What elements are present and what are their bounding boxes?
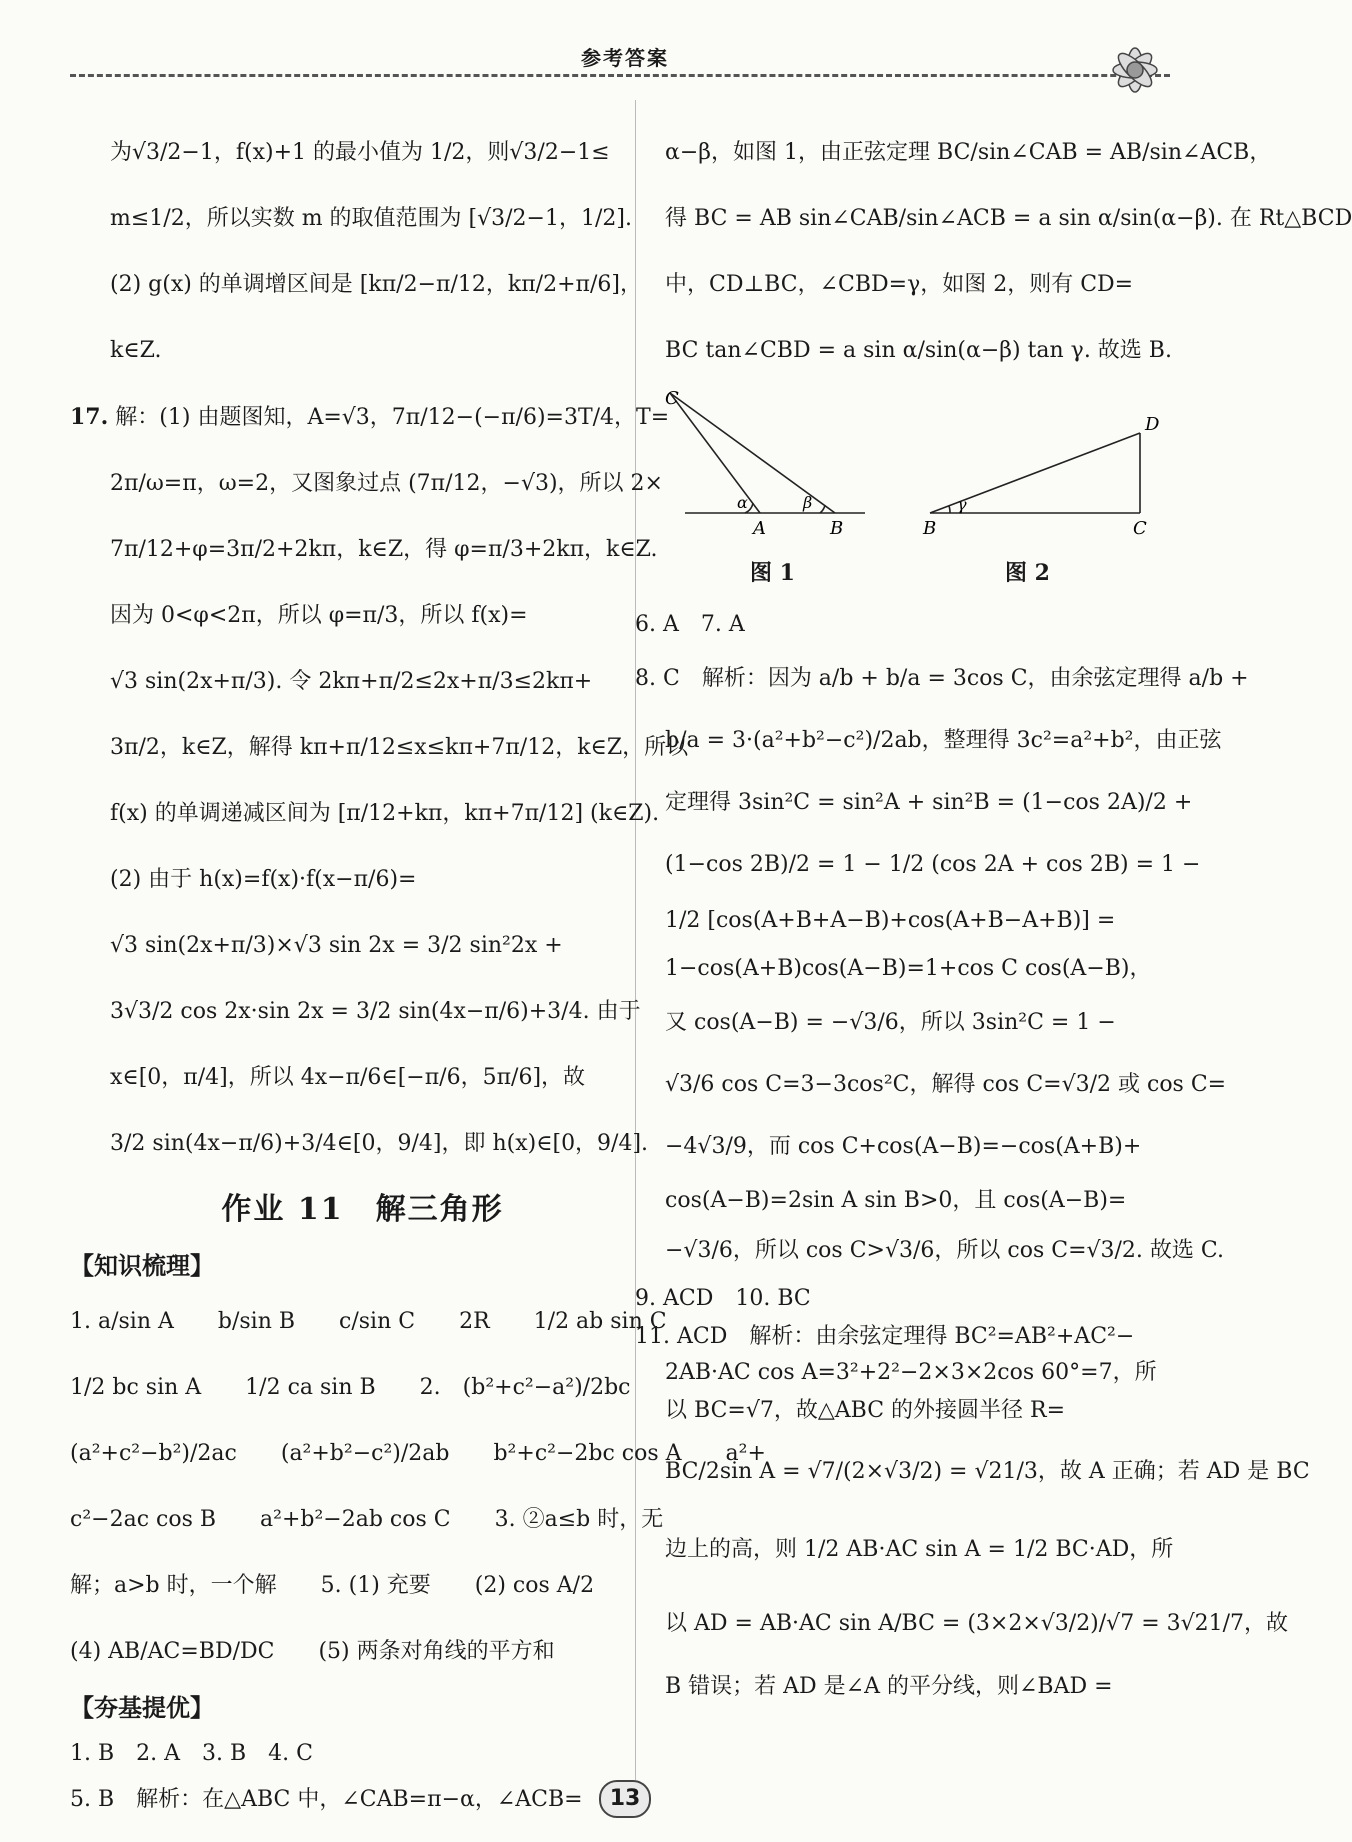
text-line: 6. A 7. A bbox=[635, 612, 745, 637]
text-line: 9. ACD 10. BC bbox=[635, 1286, 811, 1311]
page-number-badge: 13 bbox=[599, 1780, 651, 1818]
figures bbox=[665, 388, 1185, 598]
text-line: 以 AD = AB·AC sin A/BC = (3×2×√3/2)/√7 = 3√21/7，故 bbox=[665, 1611, 1289, 1636]
label-gamma: γ bbox=[957, 495, 967, 514]
figure-2-caption: 图 2 bbox=[1005, 560, 1050, 586]
text-line: 定理得 3sin²C = sin²A + sin²B = (1−cos 2A)/2 + bbox=[665, 790, 1193, 815]
text-line: 又 cos(A−B) = −√3/6，所以 3sin²C = 1 − bbox=[665, 1010, 1116, 1035]
label-b: B bbox=[830, 518, 844, 539]
text-line: 7π/12+φ=3π/2+2kπ，k∈Z，得 φ=π/3+2kπ，k∈Z. bbox=[110, 537, 658, 562]
text-line: (2) 由于 h(x)=f(x)·f(x−π/6)= bbox=[110, 867, 417, 892]
text-line: 1/2 bc sin A 1/2 ca sin B 2. (b²+c²−a²)/2bc bbox=[70, 1375, 631, 1400]
text-line: √3 sin(2x+π/3). 令 2kπ+π/2≤2x+π/3≤2kπ+ bbox=[110, 669, 593, 694]
text-line: k∈Z. bbox=[110, 338, 162, 363]
label-d: D bbox=[1145, 414, 1160, 435]
text-line: α−β，如图 1，由正弦定理 BC/sin∠CAB = AB/sin∠ACB， bbox=[665, 140, 1272, 165]
question-17 bbox=[70, 384, 670, 451]
text-line: 解；a>b 时，一个解 5. (1) 充要 (2) cos A/2 bbox=[70, 1573, 595, 1598]
basics-title: 【夯基提优】 bbox=[70, 1693, 214, 1722]
text-line: B 错误；若 AD 是∠A 的平分线，则∠BAD = bbox=[665, 1674, 1113, 1699]
label-c: C bbox=[665, 388, 679, 409]
flower-decoration-icon bbox=[1095, 30, 1175, 110]
text-line: (4) AB/AC=BD/DC (5) 两条对角线的平方和 bbox=[70, 1639, 555, 1664]
text-line: cos(A−B)=2sin A sin B>0，且 cos(A−B)= bbox=[665, 1188, 1127, 1213]
text-line: 3√3/2 cos 2x·sin 2x = 3/2 sin(4x−π/6)+3/4. 由于 bbox=[110, 999, 641, 1024]
text-line: 中，CD⊥BC，∠CBD=γ，如图 2，则有 CD= bbox=[665, 272, 1134, 297]
text-line: 以 BC=√7，故△ABC 的外接圆半径 R= bbox=[665, 1398, 1066, 1423]
text-line: 1−cos(A+B)cos(A−B)=1+cos C cos(A−B)， bbox=[665, 956, 1152, 981]
text-line: 1. B 2. A 3. B 4. C bbox=[70, 1741, 313, 1766]
label-c2: C bbox=[1133, 518, 1147, 539]
figure-1 bbox=[670, 393, 865, 513]
label-a: A bbox=[753, 518, 766, 539]
section-title: 作业 11 解三角形 bbox=[221, 1192, 504, 1227]
text-line: m≤1/2，所以实数 m 的取值范围为 [√3/2−1，1/2]. bbox=[110, 206, 632, 231]
text-line: −√3/6，所以 cos C>√3/6，所以 cos C=√3/2. 故选 C. bbox=[665, 1238, 1224, 1263]
text-line: BC/2sin A = √7/(2×√3/2) = √21/3，故 A 正确；若 AD 是 BC bbox=[665, 1459, 1310, 1484]
triangle-figures bbox=[665, 388, 1185, 558]
text-line: 2AB·AC cos A=3²+2²−2×3×2cos 60°=7，所 bbox=[665, 1360, 1157, 1385]
figure-1-caption: 图 1 bbox=[750, 560, 795, 586]
text-line: 边上的高，则 1/2 AB·AC sin A = 1/2 BC·AD，所 bbox=[665, 1537, 1174, 1562]
text-line: 2π/ω=π，ω=2，又图象过点 (7π/12，−√3)，所以 2× bbox=[110, 471, 663, 496]
text-line: 为√3/2−1，f(x)+1 的最小值为 1/2，则√3/2−1≤ bbox=[110, 140, 610, 165]
text-line: f(x) 的单调递减区间为 [π/12+kπ，kπ+7π/12] (k∈Z). bbox=[110, 801, 660, 826]
page-header bbox=[0, 0, 1250, 90]
header-rule bbox=[70, 74, 1170, 77]
text-line: 1/2 [cos(A+B+A−B)+cos(A+B−A+B)] = bbox=[665, 908, 1116, 933]
text-line: 1. a/sin A b/sin B c/sin C 2R 1/2 ab sin C bbox=[70, 1309, 667, 1334]
label-beta: β bbox=[803, 493, 813, 512]
text-line: 3/2 sin(4x−π/6)+3/4∈[0，9/4]，即 h(x)∈[0，9/4]. bbox=[110, 1131, 649, 1156]
text-line: √3/6 cos C=3−3cos²C，解得 cos C=√3/2 或 cos C= bbox=[665, 1072, 1227, 1097]
label-alpha: α bbox=[737, 493, 748, 512]
right-column bbox=[635, 120, 1352, 1712]
text-line: 5. B 解析：在△ABC 中，∠CAB=π−α，∠ACB= bbox=[70, 1787, 583, 1812]
text-line: √3 sin(2x+π/3)×√3 sin 2x = 3/2 sin²2x + bbox=[110, 933, 563, 958]
text-line: x∈[0，π/4]，所以 4x−π/6∈[−π/6，5π/6]，故 bbox=[110, 1065, 586, 1090]
text-line: b/a = 3·(a²+b²−c²)/2ab，整理得 3c²=a²+b²，由正弦 bbox=[665, 728, 1222, 753]
text-line: 11. ACD 解析：由余弦定理得 BC²=AB²+AC²− bbox=[635, 1324, 1135, 1349]
text-line: 8. C 解析：因为 a/b + b/a = 3cos C，由余弦定理得 a/b + bbox=[635, 666, 1249, 691]
text-line: 得 BC = AB sin∠CAB/sin∠ACB = a sin α/sin(α−β). 在 Rt△BCD bbox=[665, 206, 1352, 231]
text-line: c²−2ac cos B a²+b²−2ab cos C 3. ②a≤b 时，无 bbox=[70, 1507, 664, 1532]
text-line: (2) g(x) 的单调增区间是 [kπ/2−π/12，kπ/2+π/6]， bbox=[110, 272, 642, 297]
text-line: BC tan∠CBD = a sin α/sin(α−β) tan γ. 故选 B. bbox=[665, 338, 1172, 363]
question-number: 17. bbox=[70, 404, 109, 430]
knowledge-title: 【知识梳理】 bbox=[70, 1251, 214, 1280]
page-number bbox=[0, 1780, 1250, 1818]
text-line: 解：(1) 由题图知，A=√3，7π/12−(−π/6)=3T/4，T= bbox=[115, 405, 670, 430]
text-line: 因为 0<φ<2π，所以 φ=π/3，所以 f(x)= bbox=[110, 603, 528, 628]
text-line: 3π/2，k∈Z，解得 kπ+π/12≤x≤kπ+7π/12，k∈Z，所以 bbox=[110, 735, 689, 760]
text-line: (a²+c²−b²)/2ac (a²+b²−c²)/2ab b²+c²−2bc cos A a²+ bbox=[70, 1441, 766, 1466]
label-b2: B bbox=[923, 518, 937, 539]
text-line: −4√3/9，而 cos C+cos(A−B)=−cos(A+B)+ bbox=[665, 1134, 1142, 1159]
text-line: (1−cos 2B)/2 = 1 − 1/2 (cos 2A + cos 2B) = 1 − bbox=[665, 852, 1201, 877]
header-title: 参考答案 bbox=[581, 46, 669, 70]
